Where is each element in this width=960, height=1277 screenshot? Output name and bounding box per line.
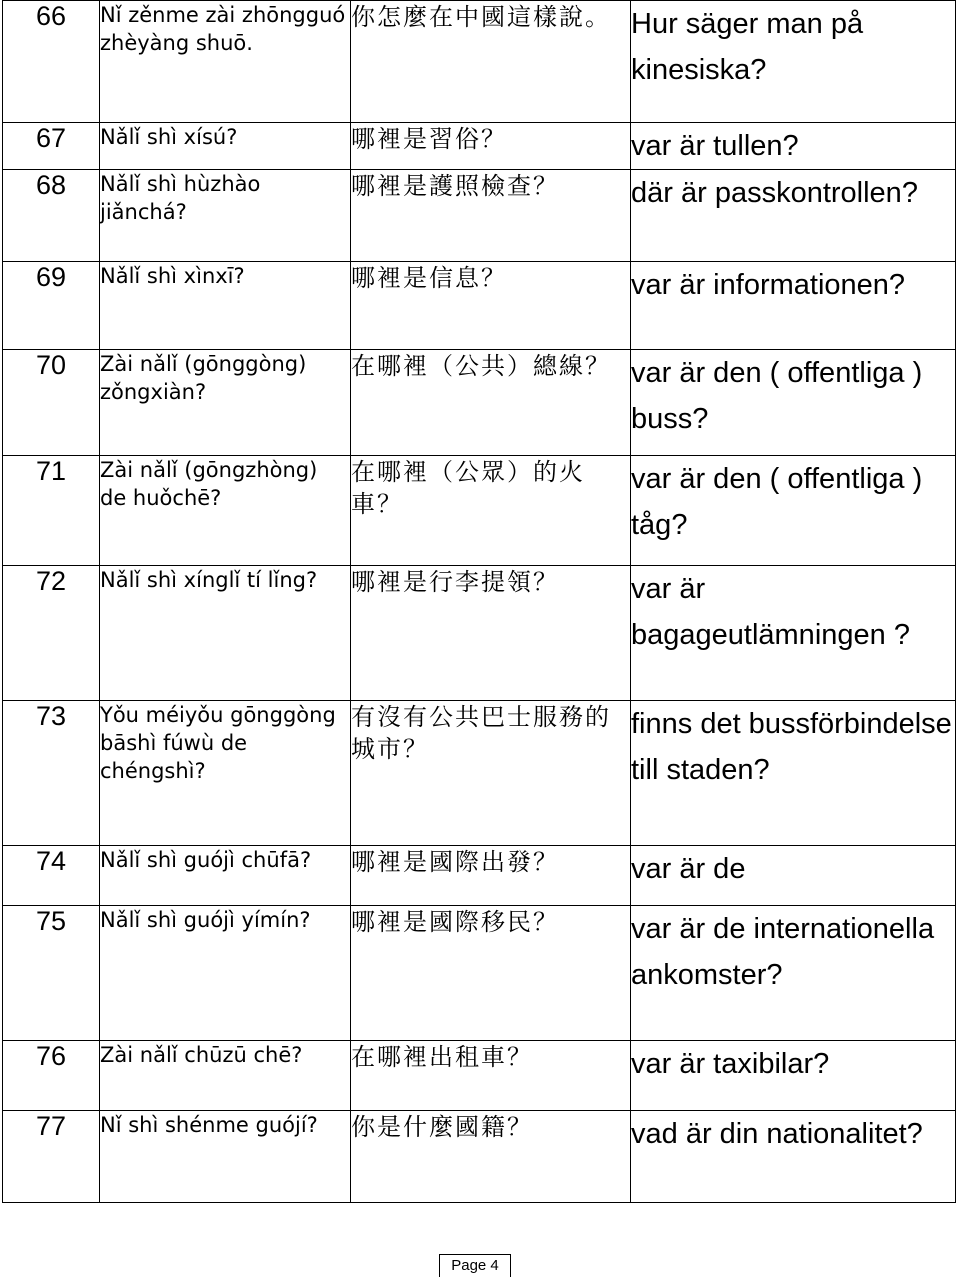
table-row xyxy=(3,262,956,350)
swedish-cell: var är informationen? xyxy=(631,262,956,350)
table-row xyxy=(3,456,956,566)
pinyin-cell: Nǐ shì shénme guójí? xyxy=(100,1111,351,1203)
pinyin-cell: Zài nǎlǐ chūzū chē? xyxy=(100,1041,351,1111)
hanzi-cell: 在哪裡出租車？ xyxy=(351,1041,631,1111)
row-number: 76 xyxy=(3,1041,100,1111)
swedish-cell: var är tullen? xyxy=(631,123,956,170)
table-row xyxy=(3,701,956,846)
row-number: 70 xyxy=(3,350,100,456)
swedish-cell: var är de xyxy=(631,846,956,906)
pinyin-cell: Yǒu méiyǒu gōnggòng bāshì fúwù de chéngshì? xyxy=(100,701,351,846)
page-footer-label: Page 4 xyxy=(439,1254,511,1277)
row-number: 68 xyxy=(3,170,100,262)
hanzi-cell: 哪裡是習俗？ xyxy=(351,123,631,170)
swedish-cell: vad är din nationalitet? xyxy=(631,1111,956,1203)
row-number: 69 xyxy=(3,262,100,350)
row-number: 74 xyxy=(3,846,100,906)
hanzi-cell: 哪裡是行李提領？ xyxy=(351,566,631,701)
row-number: 73 xyxy=(3,701,100,846)
swedish-cell: var är den ( offentliga ) tåg? xyxy=(631,456,956,566)
table-row xyxy=(3,1111,956,1203)
row-number: 75 xyxy=(3,906,100,1041)
swedish-cell: var är de internationella ankomster? xyxy=(631,906,956,1041)
table-row xyxy=(3,906,956,1041)
pinyin-cell: Nǎlǐ shì guójì yímín? xyxy=(100,906,351,1041)
pinyin-cell: Nǎlǐ shì xísú? xyxy=(100,123,351,170)
hanzi-cell: 哪裡是國際移民？ xyxy=(351,906,631,1041)
pinyin-cell: Nǐ zěnme zài zhōngguó zhèyàng shuō. xyxy=(100,1,351,123)
table-row xyxy=(3,846,956,906)
pinyin-cell: Zài nǎlǐ (gōngzhòng) de huǒchē? xyxy=(100,456,351,566)
table-row xyxy=(3,1041,956,1111)
swedish-cell: Hur säger man på kinesiska? xyxy=(631,1,956,123)
hanzi-cell: 在哪裡（公眾）的火車？ xyxy=(351,456,631,566)
row-number: 77 xyxy=(3,1111,100,1203)
pinyin-cell: Nǎlǐ shì hùzhào jiǎnchá? xyxy=(100,170,351,262)
swedish-cell: var är taxibilar? xyxy=(631,1041,956,1111)
hanzi-cell: 哪裡是信息？ xyxy=(351,262,631,350)
pinyin-cell: Zài nǎlǐ (gōnggòng) zǒngxiàn? xyxy=(100,350,351,456)
table-row xyxy=(3,170,956,262)
hanzi-cell: 有沒有公共巴士服務的城市？ xyxy=(351,701,631,846)
row-number: 71 xyxy=(3,456,100,566)
row-number: 72 xyxy=(3,566,100,701)
hanzi-cell: 哪裡是國際出發？ xyxy=(351,846,631,906)
hanzi-cell: 哪裡是護照檢查？ xyxy=(351,170,631,262)
swedish-cell: där är passkontrollen? xyxy=(631,170,956,262)
table-row xyxy=(3,1,956,123)
table-row xyxy=(3,350,956,456)
table-row xyxy=(3,566,956,701)
swedish-cell: var är bagageutlämningen ? xyxy=(631,566,956,701)
swedish-cell: finns det bussförbindelse till staden? xyxy=(631,701,956,846)
pinyin-cell: Nǎlǐ shì guójì chūfā? xyxy=(100,846,351,906)
row-number: 66 xyxy=(3,1,100,123)
pinyin-cell: Nǎlǐ shì xìnxī? xyxy=(100,262,351,350)
pinyin-cell: Nǎlǐ shì xínglǐ tí lǐng? xyxy=(100,566,351,701)
hanzi-cell: 你怎麼在中國這樣說。 xyxy=(351,1,631,123)
hanzi-cell: 在哪裡（公共）總線？ xyxy=(351,350,631,456)
hanzi-cell: 你是什麼國籍？ xyxy=(351,1111,631,1203)
phrasebook-table xyxy=(2,0,956,1203)
table-row xyxy=(3,123,956,170)
row-number: 67 xyxy=(3,123,100,170)
swedish-cell: var är den ( offentliga ) buss? xyxy=(631,350,956,456)
